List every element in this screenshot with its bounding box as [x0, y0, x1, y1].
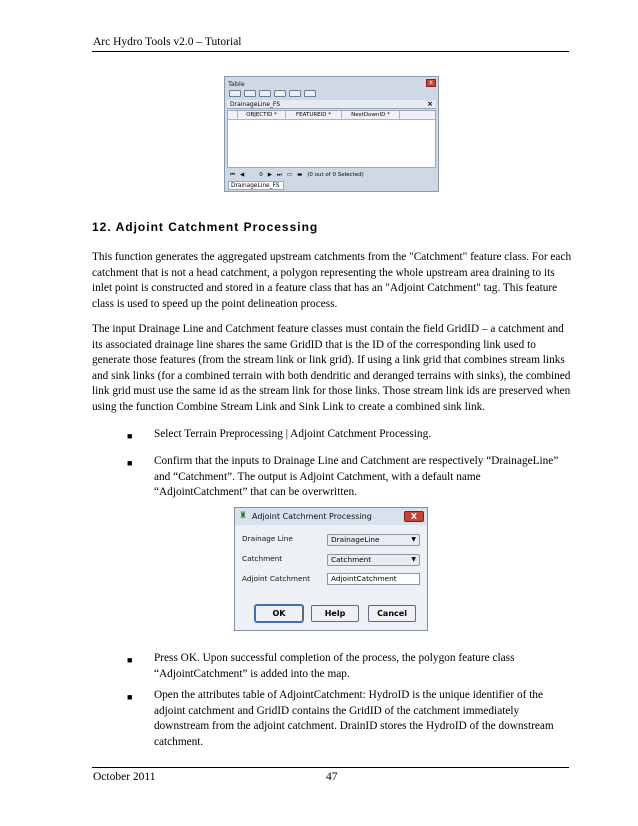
first-record-icon[interactable]: ⏮ — [230, 171, 235, 178]
select-by-attributes-icon[interactable] — [259, 90, 271, 97]
table-tab-bar — [227, 100, 436, 109]
bullet-text: Select Terrain Preprocessing | Adjoint Catchment Processing. — [154, 428, 432, 440]
arc-hydro-icon: ♜ — [239, 511, 248, 521]
clear-selection-icon[interactable] — [289, 90, 301, 97]
record-navigation — [227, 170, 436, 180]
table-window-title: Table — [228, 80, 245, 88]
page-number: 47 — [326, 771, 338, 783]
column-header[interactable]: NextDownID * — [342, 111, 400, 120]
bullet-icon: ■ — [127, 431, 133, 441]
adjoint-catchment-label: Adjoint Catchment — [242, 574, 310, 583]
adjoint-catchment-input[interactable]: AdjointCatchment — [327, 573, 420, 585]
ok-button[interactable]: OK — [255, 605, 303, 622]
cancel-button[interactable]: Cancel — [368, 605, 416, 622]
chevron-down-icon: ▼ — [411, 536, 416, 543]
catchment-label: Catchment — [242, 554, 283, 563]
grid-header-row — [228, 111, 435, 120]
switch-selection-icon[interactable] — [274, 90, 286, 97]
adjoint-catchment-dialog — [234, 507, 428, 631]
help-button[interactable]: Help — [311, 605, 359, 622]
catchment-combo[interactable] — [327, 554, 420, 566]
last-record-icon[interactable]: ⏭ — [276, 171, 282, 178]
table-options-icon[interactable] — [229, 90, 241, 97]
dialog-title-bar — [235, 508, 427, 525]
header-rule — [92, 51, 569, 52]
prev-record-icon[interactable]: ◀ — [239, 172, 245, 178]
bottom-table-tab[interactable]: DrainageLine_FS — [228, 181, 284, 190]
footer-date: October 2011 — [93, 771, 156, 783]
section-heading: 12. Adjoint Catchment Processing — [92, 220, 319, 234]
catchment-value: Catchment — [331, 555, 372, 564]
dialog-title: Adjoint Catchment Processing — [252, 512, 372, 521]
table-window — [224, 76, 439, 192]
chevron-down-icon: ▼ — [411, 556, 416, 563]
show-all-records-icon[interactable]: ▭ — [286, 172, 293, 178]
grid-corner — [228, 111, 238, 119]
footer-rule — [92, 767, 569, 768]
bullet-text: Press OK. Upon successful completion of the process, the polygon feature class “AdjointCatchment” is added into the map. — [154, 652, 515, 680]
selection-status: (0 out of 0 Selected) — [307, 172, 364, 178]
delete-selected-icon[interactable] — [304, 90, 316, 97]
related-tables-icon[interactable] — [244, 90, 256, 97]
column-header[interactable]: FEATUREID * — [286, 111, 342, 120]
bullet-icon: ■ — [127, 692, 133, 702]
paragraph: The input Drainage Line and Catchment feature classes must contain the field GridID – a catchment and its associated drainage line shares the same GridID that is the ID of the corresponding link used to generate those features (from the stream link or link grid). If using a link grid that combines stream links and sink links (for a combined terrain with both dendritic and deranged terrains with sinks), the combined link grid must use the same id as the stream link for those links. Those stream link ids are preserved when using the function Combine Stream Link and Sink Link to create a combined sink link. — [92, 323, 571, 413]
running-header: Arc Hydro Tools v2.0 – Tutorial — [93, 36, 242, 48]
bullet-icon: ■ — [127, 655, 133, 665]
drainage-line-value: DrainageLine — [331, 535, 380, 544]
table-tab-name[interactable]: DrainageLine_FS — [230, 101, 281, 108]
show-selected-records-icon[interactable]: ▬ — [297, 172, 303, 178]
bullet-text: Open the attributes table of AdjointCatchment: HydroID is the unique identifier of the adjoint catchment and GridID contains the GridID of the catchment immediately downstream from the adjoint catchment. DrainID stores the HydroID of the downstream catchment. — [154, 689, 554, 748]
bullet-text: Confirm that the inputs to Drainage Line and Catchment are respectively “DrainageLine” and “Catchment”. The output is Adjoint Catchment, with a default name “AdjointCatchment” that can be overwritten. — [154, 455, 559, 498]
table-toolbar — [227, 88, 436, 98]
drainage-line-label: Drainage Line — [242, 534, 293, 543]
tab-close-icon[interactable]: × — [427, 100, 433, 108]
paragraph: This function generates the aggregated upstream catchments from the "Catchment" feature class. For each catchment that is not a head catchment, a polygon representing the whole upstream area draining to its inlet point is constructed and stored in a feature class that has an "Adjoint Catchment" tag. This feature class is used to speed up the point delineation process. — [92, 251, 572, 310]
drainage-line-combo[interactable] — [327, 534, 420, 546]
dialog-close-button[interactable]: X — [404, 511, 424, 522]
column-header[interactable]: OBJECTID * — [238, 111, 286, 120]
close-icon[interactable]: x — [426, 79, 436, 87]
bullet-icon: ■ — [127, 458, 133, 468]
attribute-grid[interactable] — [227, 110, 436, 168]
record-number[interactable]: 0 — [259, 172, 263, 178]
next-record-icon[interactable]: ▶ — [267, 172, 272, 178]
